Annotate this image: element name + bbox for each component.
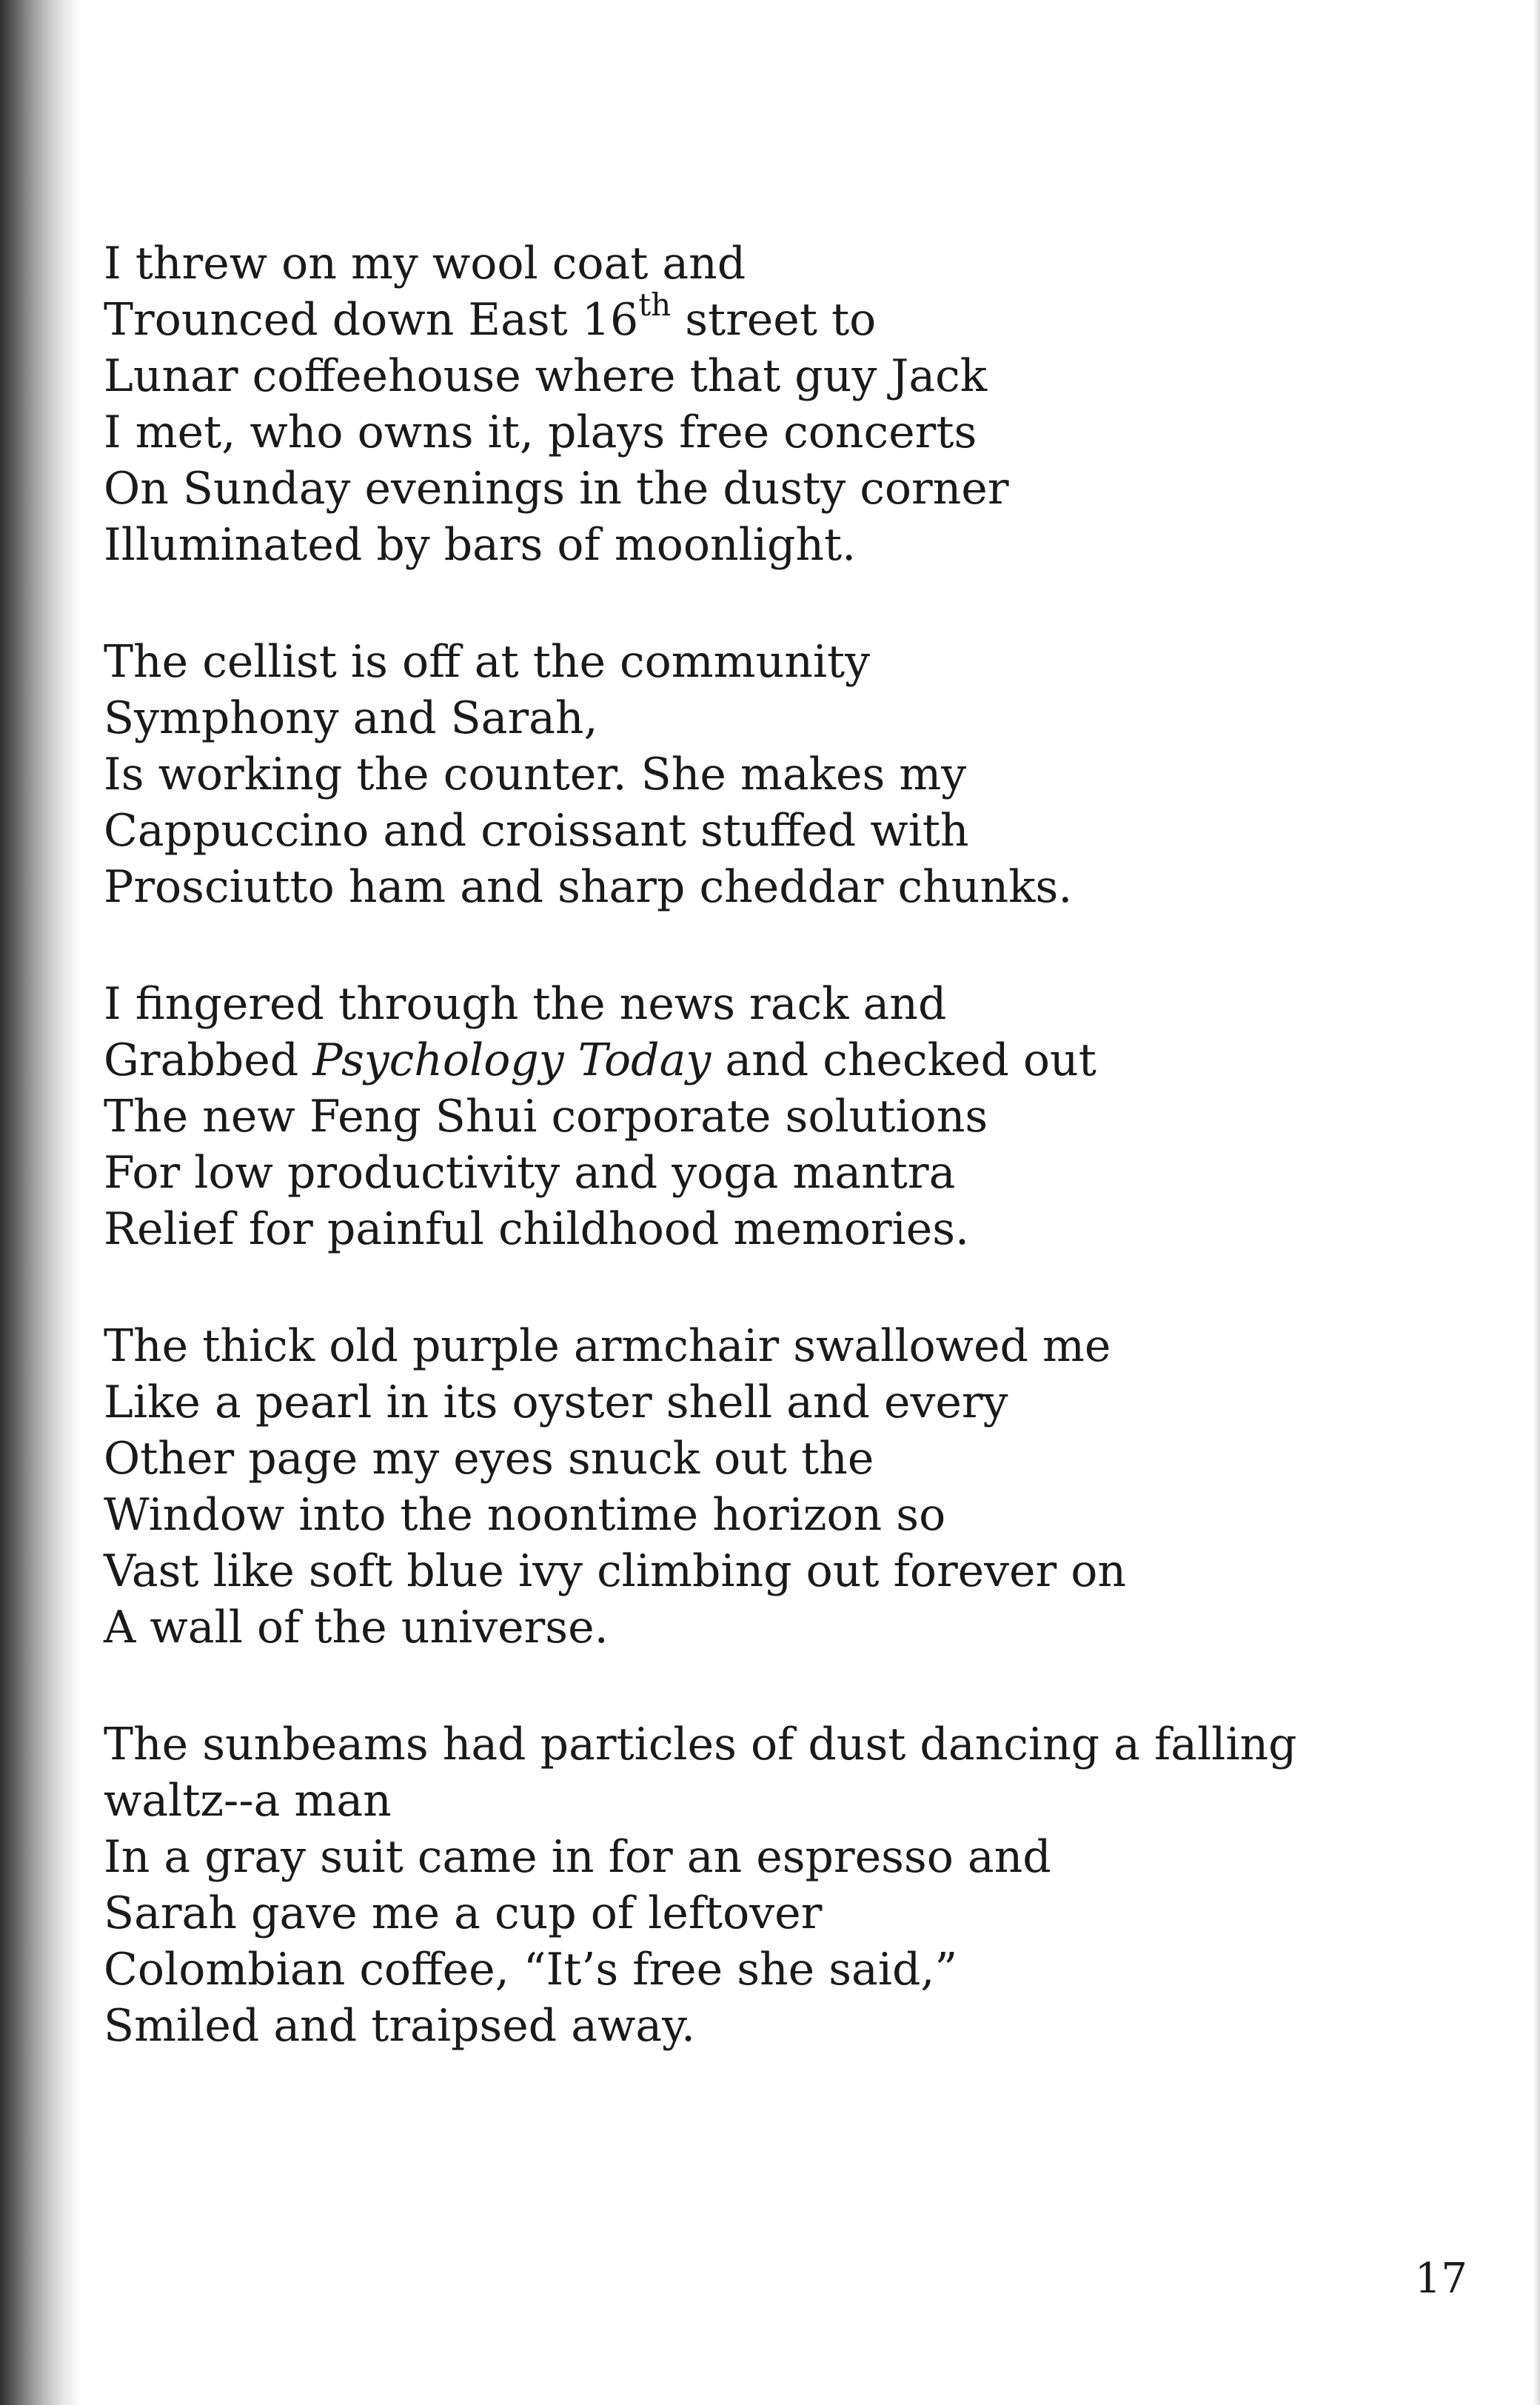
line-text: Grabbed <box>104 1034 313 1086</box>
poem-line: Other page my eyes snuck out the <box>104 1433 874 1485</box>
poem-line: Prosciutto ham and sharp cheddar chunks. <box>104 861 1073 913</box>
poem-line: I fingered through the news rack and <box>104 978 947 1030</box>
poem-line: For low productivity and yoga mantra <box>104 1147 956 1199</box>
poem-line: Is working the counter. She makes my <box>104 749 967 800</box>
poem-line: Colombian coffee, “It’s free she said,” <box>104 1944 958 1996</box>
page-number: 17 <box>1414 2255 1467 2303</box>
poem-line: Cappuccino and croissant stuffed with <box>104 805 969 857</box>
book-spine-shadow <box>0 0 81 2405</box>
line-text: street to <box>671 294 877 346</box>
poem-line: I met, who owns it, plays free concerts <box>104 407 977 458</box>
poem-line: waltz--a man <box>104 1775 392 1827</box>
poem-line: Lunar coffeehouse where that guy Jack <box>104 350 988 402</box>
poem-line: The sunbeams had particles of dust dancing a falling <box>104 1719 1297 1770</box>
page-edge <box>1533 0 1540 2405</box>
poem-line: The cellist is off at the community <box>104 636 871 688</box>
poem-body <box>104 235 1362 2115</box>
ordinal-suffix: th <box>638 287 672 323</box>
poem-line: The new Feng Shui corporate solutions <box>104 1091 988 1143</box>
poem-line: Relief for painful childhood memories. <box>104 1203 970 1255</box>
poem-line: In a gray suit came in for an espresso and <box>104 1831 1051 1883</box>
poem-line: On Sunday evenings in the dusty corner <box>104 463 1009 515</box>
poem-line: Window into the noontime horizon so <box>104 1489 946 1541</box>
poem-line: Smiled and traipsed away. <box>104 2000 696 2052</box>
poem-line: A wall of the universe. <box>104 1602 609 1653</box>
poem-line <box>104 287 1362 348</box>
magazine-title: Psychology Today <box>312 1034 712 1086</box>
stanza-5 <box>104 1716 1362 2054</box>
line-text: and checked out <box>711 1034 1097 1086</box>
poem-line: I threw on my wool coat and <box>104 238 746 290</box>
stanza-1 <box>104 235 1362 573</box>
poem-line: Illuminated by bars of moonlight. <box>104 519 857 571</box>
stanza-3 <box>104 976 1362 1257</box>
line-text: Trounced down East 16 <box>104 294 639 346</box>
poem-line: Symphony and Sarah, <box>104 692 598 744</box>
poem-line: Vast like soft blue ivy climbing out forever on <box>104 1545 1127 1597</box>
stanza-4 <box>104 1318 1362 1656</box>
poem-line: The thick old purple armchair swallowed me <box>104 1320 1111 1372</box>
poem-line <box>104 1032 1362 1088</box>
poem-line: Sarah gave me a cup of leftover <box>104 1887 823 1939</box>
stanza-2 <box>104 634 1362 915</box>
poem-line: Like a pearl in its oyster shell and every <box>104 1377 1008 1428</box>
